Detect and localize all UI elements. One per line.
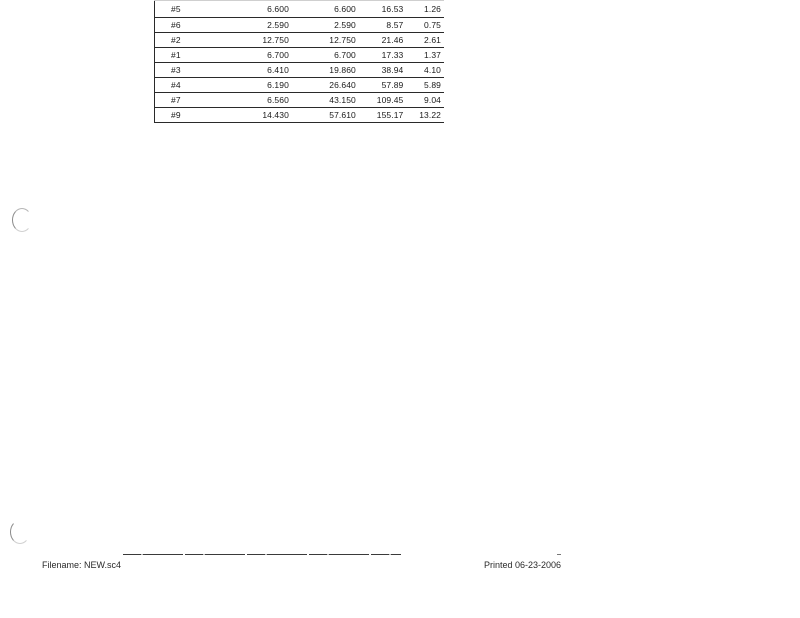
- cell-value-b: 2.590: [289, 18, 356, 33]
- row-label: #9: [154, 108, 230, 123]
- cell-value-c: 109.45: [356, 93, 403, 108]
- cell-value-d: 2.61: [403, 33, 444, 48]
- row-label: #3: [154, 63, 230, 78]
- cell-value-c: 8.57: [356, 18, 403, 33]
- cell-value-a: 6.190: [230, 78, 289, 93]
- data-table-container: [154, 0, 444, 123]
- table-row: [154, 78, 444, 93]
- cell-value-a: 14.430: [230, 108, 289, 123]
- footer-rule-end: [557, 554, 561, 555]
- table-row: [154, 33, 444, 48]
- cell-value-b: 26.640: [289, 78, 356, 93]
- table-row: [154, 1, 444, 18]
- cell-value-b: 6.700: [289, 48, 356, 63]
- cell-value-a: 6.600: [230, 1, 289, 18]
- data-table: [154, 0, 444, 123]
- cell-value-c: 155.17: [356, 108, 403, 123]
- cell-value-c: 17.33: [356, 48, 403, 63]
- cell-value-c: 21.46: [356, 33, 403, 48]
- footer-filename: Filename: NEW.sc4: [42, 560, 122, 570]
- cell-value-a: 6.560: [230, 93, 289, 108]
- row-label: #5: [154, 1, 230, 18]
- footer-rule: [123, 554, 401, 555]
- cell-value-c: 16.53: [356, 1, 403, 18]
- cell-value-a: 2.590: [230, 18, 289, 33]
- cell-value-d: 1.37: [403, 48, 444, 63]
- row-label: #4: [154, 78, 230, 93]
- cell-value-d: 0.75: [403, 18, 444, 33]
- cell-value-a: 6.410: [230, 63, 289, 78]
- cell-value-b: 12.750: [289, 33, 356, 48]
- row-label: #7: [154, 93, 230, 108]
- cell-value-a: 6.700: [230, 48, 289, 63]
- cell-value-d: 13.22: [403, 108, 444, 123]
- table-row: [154, 48, 444, 63]
- cell-value-b: 43.150: [289, 93, 356, 108]
- cell-value-b: 19.860: [289, 63, 356, 78]
- cell-value-a: 12.750: [230, 33, 289, 48]
- cell-value-b: 57.610: [289, 108, 356, 123]
- cell-value-c: 57.89: [356, 78, 403, 93]
- cell-value-c: 38.94: [356, 63, 403, 78]
- cell-value-d: 9.04: [403, 93, 444, 108]
- cell-value-d: 4.10: [403, 63, 444, 78]
- table-row: [154, 63, 444, 78]
- cell-value-d: 5.89: [403, 78, 444, 93]
- punch-hole-mark: [10, 520, 30, 544]
- table-row: [154, 18, 444, 33]
- table-row: [154, 108, 444, 123]
- cell-value-d: 1.26: [403, 1, 444, 18]
- row-label: #6: [154, 18, 230, 33]
- row-label: #1: [154, 48, 230, 63]
- punch-hole-mark: [12, 208, 32, 232]
- row-label: #2: [154, 33, 230, 48]
- footer-printed-date: Printed 06-23-2006: [484, 560, 562, 570]
- table-row: [154, 93, 444, 108]
- cell-value-b: 6.600: [289, 1, 356, 18]
